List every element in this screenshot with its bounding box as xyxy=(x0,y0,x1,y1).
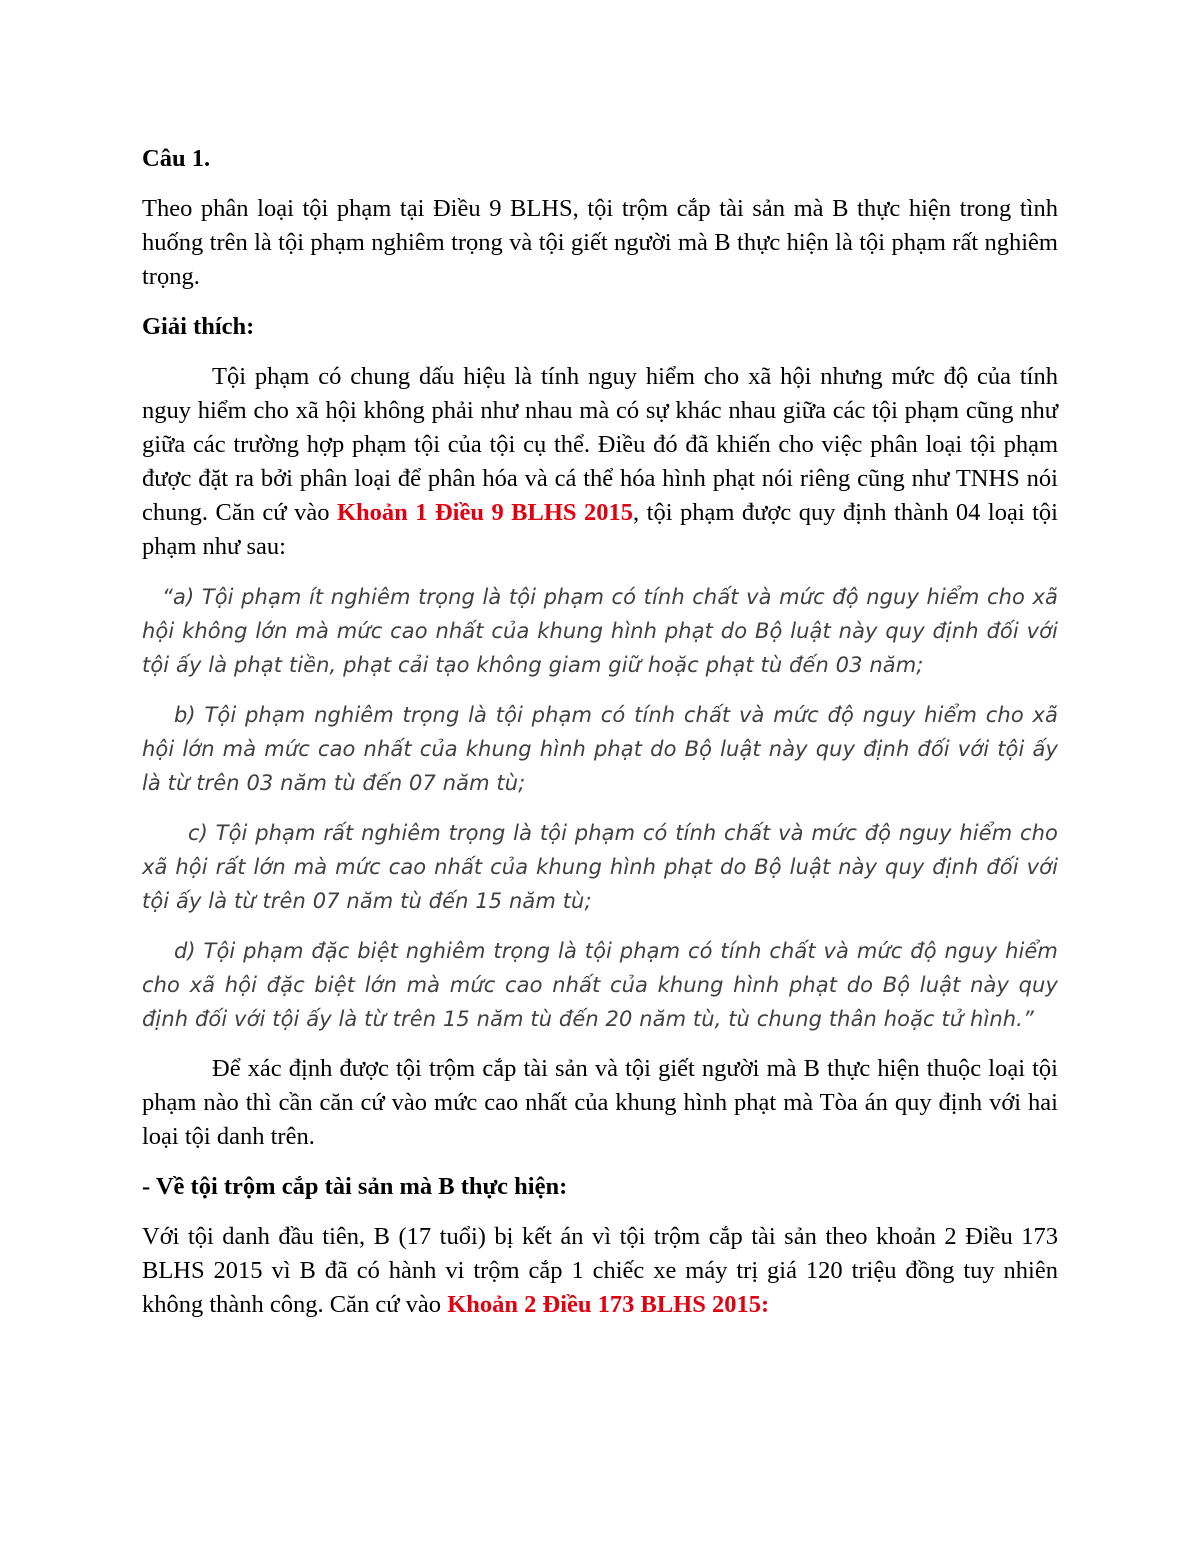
question-heading: Câu 1. xyxy=(142,145,211,172)
legal-reference-article-9: Khoản 1 Điều 9 BLHS 2015 xyxy=(336,499,634,526)
determination-paragraph: Để xác định được tội trộm cắp tài sản và tội giết người mà B thực hiện thuộc loại tội phạm nào thì cần căn cứ vào mức cao nhất của khung hình phạt mà Tòa án quy định với hai loại tội danh trên. xyxy=(142,1055,1058,1150)
theft-section-heading: - Về tội trộm cắp tài sản mà B thực hiện: xyxy=(142,1173,568,1200)
classification-text-end: , tội phạm được quy định thành 04 loại tội phạm như sau: xyxy=(142,499,1058,560)
classification-paragraph xyxy=(142,360,1058,564)
quote-item-d: d) Tội phạm đặc biệt nghiêm trọng là tội phạm có tính chất và mức độ nguy hiểm cho xã hội đặc biệt lớn mà mức cao nhất của khung hình phạt do Bộ luật này quy định đối với tội ấy là từ trên 15 năm tù đến 20 năm tù, tù chung thân hoặc tử hình.” xyxy=(142,939,1058,1031)
quote-item-a: “a) Tội phạm ít nghiêm trọng là tội phạm có tính chất và mức độ nguy hiểm cho xã hội không lớn mà mức cao nhất của khung hình phạt do Bộ luật này quy định đối với tội ấy là phạt tiền, phạt cải tạo không giam giữ hoặc phạt tù đến 03 năm; xyxy=(142,585,1058,677)
theft-paragraph xyxy=(142,1220,1058,1322)
intro-paragraph: Theo phân loại tội phạm tại Điều 9 BLHS, tội trộm cắp tài sản mà B thực hiện trong tình huống trên là tội phạm nghiêm trọng và tội giết người mà B thực hiện là tội phạm rất nghiêm trọng. xyxy=(142,195,1058,290)
explanation-heading: Giải thích: xyxy=(142,313,255,340)
theft-text: Với tội danh đầu tiên, B (17 tuổi) bị kết án vì tội trộm cắp tài sản theo khoản 2 Điều 173 BLHS 2015 vì B đã có hành vi trộm cắp 1 chiếc xe máy trị giá 120 triệu đồng tuy nhiên không thành công. Căn cứ vào xyxy=(142,1223,1058,1318)
quote-item-c: c) Tội phạm rất nghiêm trọng là tội phạm có tính chất và mức độ nguy hiểm cho xã hội rất lớn mà mức cao nhất của khung hình phạt do Bộ luật này quy định đối với tội ấy là từ trên 07 năm tù đến 15 năm tù; xyxy=(142,821,1058,913)
legal-reference-article-173: Khoản 2 Điều 173 BLHS 2015: xyxy=(447,1291,770,1318)
quote-item-b: b) Tội phạm nghiêm trọng là tội phạm có tính chất và mức độ nguy hiểm cho xã hội lớn mà mức cao nhất của khung hình phạt do Bộ luật này quy định đối với tội ấy là từ trên 03 năm tù đến 07 năm tù; xyxy=(142,703,1058,795)
document-page xyxy=(142,142,1058,1338)
classification-text: Tội phạm có chung dấu hiệu là tính nguy hiểm cho xã hội nhưng mức độ của tính nguy hiểm cho xã hội không phải như nhau mà có sự khác nhau giữa các tội phạm cũng như giữa các trường hợp phạm tội của tội cụ thể. Điều đó đã khiến cho việc phân loại tội phạm được đặt ra bởi phân loại để phân hóa và cá thể hóa hình phạt nói riêng cũng như TNHS nói chung. Căn cứ vào xyxy=(142,363,1058,526)
